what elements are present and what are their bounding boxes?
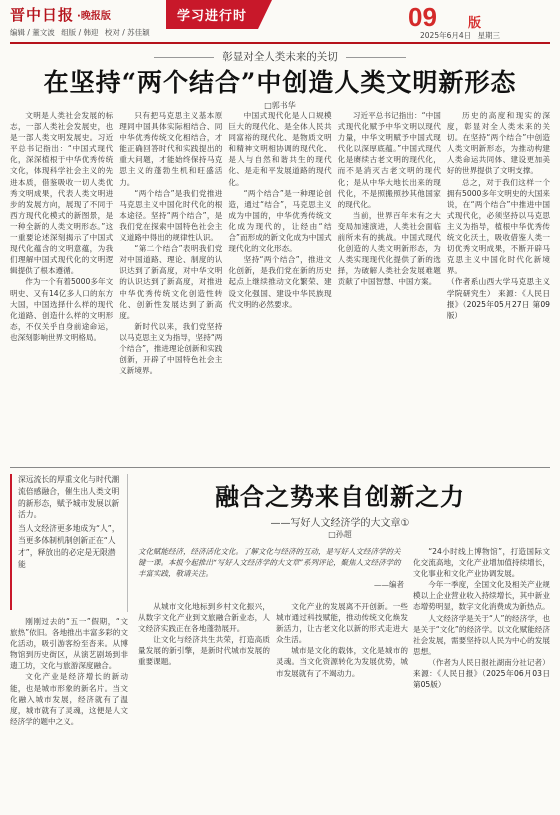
issue-date (420, 30, 504, 41)
paragraph: 文化产业的发展离不开创新。一些城市通过科技赋能，推动传统文化焕发新活力，让古老文化以新的形式走进大众生活。 (276, 602, 408, 645)
paragraph: 从城市文化地标到乡村文化振兴，从数字文化产业到文旅融合新业态，人文经济实践正在各地蓬勃展开。 (138, 602, 270, 634)
paragraph: 新时代以来，我们党坚持以马克思主义为指导，坚持“两个结合”，推进理论创新和实践创新，开辟了中国特色社会主义新境界。 (119, 321, 223, 376)
article1-byline: □郭书华 (264, 101, 296, 110)
pull-quote (10, 474, 128, 612)
paragraph: 历史的高度和现实的深度，彰显对全人类未来的关切。在坚持“两个结合”中创造人类文明新形态，为推动构建人类命运共同体、建设更加美好的世界提供了文明支撑。 (446, 111, 551, 176)
article-divider (10, 467, 550, 468)
editor-credit: 组版 / 韩迎 (61, 28, 99, 37)
paragraph: 总之，对于我们这样一个拥有5000多年文明史的大国来说，在“两个结合”中推进中国式现代化，必须坚持以马克思主义为指导，植根中华优秀传统文化沃土，吸收借鉴人类一切优秀文明成果，不断开辟马克思主义中国化时代化新境界。 (446, 177, 551, 276)
editor-credits (10, 27, 154, 38)
paragraph: 让文化与经济共生共荣，打造高质量发展的新引擎，是新时代城市发展的重要课题。 (138, 635, 270, 667)
brand-edition: ·晚报版 (77, 10, 111, 22)
article2-headline[interactable]: 融合之势来自创新之力 (215, 482, 465, 511)
header-divider (10, 42, 550, 44)
paragraph: 只有把马克思主义基本原理同中国具体实际相结合、同中华优秀传统文化相结合，才能正确回答时代和实践提出的重大问题，才能始终保持马克思主义的蓬勃生机和旺盛活力。 (119, 111, 223, 187)
paragraph: 今年一季度，全国文化及相关产业规模以上企业营业收入持续增长，其中新业态增势明显，数字文化消费成为新热点。 (413, 580, 550, 612)
brand-logo: 晋中日报 (10, 5, 75, 24)
editor-credit: 校对 / 苏佳颖 (104, 28, 150, 37)
masthead (0, 0, 560, 44)
article2-byline: □孙超 (328, 530, 352, 539)
date-text: 2025年6月4日 (420, 31, 472, 40)
article1-kicker: 彰显对全人类未来的关切 (0, 49, 560, 64)
paragraph: 当前，世界百年未有之大变局加速演进，人类社会面临前所未有的挑战。中国式现代化创造的人类文明新形态，为人类实现现代化提供了新的选择，为破解人类社会发展难题贡献了中国智慧、中国方案。 (337, 210, 441, 287)
page-label: 版 (468, 16, 482, 31)
editor-note-signature: ——编者 (374, 580, 404, 589)
article-column (119, 110, 222, 464)
newspaper-brand[interactable] (10, 3, 130, 25)
paragraph: 人文经济学是关于“人”的经济学，也是关于“文化”的经济学。以文化赋能经济社会发展，需要坚持以人民为中心的发展思想。 (413, 613, 550, 656)
paragraph: 文明是人类社会发展的标志，一部人类社会发展史，也是一部人类文明发展史。习近平总书记指出：“中国式现代化，深深植根于中华优秀传统文化，体现科学社会主义的先进本质，借鉴吸收一切人类优秀文明成果，代表人类文明进步的发展方向，展现了不同于西方现代化模式的新图景，是一种全新的人类文明形态。”这一重要论述深刻揭示了中国式现代化蕴含的文明意蕴，为我们理解中国式现代化的文明逻辑提供了根本遵循。 (10, 111, 114, 276)
article1-source: （作者系山西大学马克思主义学院研究生） 来源：《人民日报》（2025年05月27日 第09版） (446, 277, 551, 320)
paragraph: 习近平总书记指出：“中国式现代化赋予中华文明以现代力量，中华文明赋予中国式现代化以深厚底蕴。”中国式现代化是赓续古老文明的现代化，而不是消灭古老文明的现代化；是从中华大地长出来的现代化，不是照搬照抄其他国家的现代化。 (337, 111, 441, 209)
paragraph: 作为一个有着5000多年文明史、又有14亿多人口的东方大国，中国选择什么样的现代化道路、创造什么样的文明形态，不仅关乎自身前途命运，也深刻影响世界文明格局。 (10, 277, 114, 342)
quote-line: 当人文经济更多地成为“人”，当更多体制机制创新正在“人才”，释放出的必定是无限潜能 (18, 524, 120, 569)
article-column (228, 110, 331, 464)
article-column (138, 601, 270, 811)
article-column (10, 616, 128, 810)
article1-body (10, 110, 550, 464)
paragraph: 坚持“两个结合”，推进文化创新，是我们党在新的历史起点上继续推动文化繁荣、建设文化强国、建设中华民族现代文明的必然要求。 (228, 255, 332, 309)
article-column (447, 110, 550, 464)
quote-line: 深远流长的厚重文化与时代潮流倍感融合，催生出人类文明的新形态，赋予城市发展以新活力。 (18, 475, 120, 520)
page-number: 09 (408, 2, 437, 32)
paragraph: “两个结合”是我们党推进马克思主义中国化时代化的根本途径。坚持“两个结合”，是我们党在探索中国特色社会主义道路中得出的规律性认识。 (119, 188, 223, 243)
article2-subtitle: ——写好人文经济学的大文章① (270, 518, 410, 529)
paragraph: 城市是文化的载体，文化是城市的灵魂。当文化资源转化为发展优势，城市发展就有了不竭动力。 (276, 646, 408, 678)
weekday-text: 星期三 (477, 31, 501, 40)
pull-quote-text (18, 474, 121, 570)
paragraph: 刚刚过去的“五一”假期，“文旅热”依旧。各地推出丰富多彩的文化活动，吸引游客纷至沓来。从博物馆到历史街区，从演艺剧场到非遗工坊，文化与旅游深度融合。 (10, 617, 128, 671)
section-banner: 学习进行时 (166, 0, 258, 29)
paragraph: “24小时线上博物馆”，打造国际文化交流高地，文化产业增加值持续增长，文化事业和文化产业协调发展。 (413, 547, 550, 579)
paragraph: （作者为人民日报社湖南分社记者） (428, 657, 550, 667)
article-column (413, 546, 550, 811)
quote-bar (10, 474, 12, 610)
article1-headline[interactable]: 在坚持“两个结合”中创造人类文明新形态 (43, 68, 517, 97)
article2-body (138, 601, 408, 811)
article2-source: 来源：《人民日报》（2025年06月03日 第05版） (413, 669, 550, 690)
paragraph: “第二个结合”表明我们党对中国道路、理论、制度的认识达到了新高度，对中华文明的认识达到了新高度，对推进中华优秀传统文化创造性转化、创新性发展达到了新高度。 (119, 244, 223, 320)
paragraph: 中国式现代化是人口规模巨大的现代化、是全体人民共同富裕的现代化、是物质文明和精神文明相协调的现代化、是人与自然和谐共生的现代化、是走和平发展道路的现代化。 (228, 111, 332, 187)
editor-note-text: 文化赋能经济，经济活化文化。了解文化与经济的互动，是写好人文经济学的关键一课。本报今起推出“写好人文经济学的大文章”系列评论，聚焦人文经济学的丰富实践，敬请关注。 (138, 547, 401, 578)
article-column (10, 110, 113, 464)
paragraph: “两个结合”是一种理论创造，通过“结合”，马克思主义成为中国的，中华优秀传统文化成为现代的，让经由“结合”而形成的新文化成为中国式现代化的文化形态。 (228, 188, 332, 254)
article-column (276, 601, 408, 811)
paragraph: 文化产业是经济增长的新动能，也是城市形象的新名片。当文化融入城市发展，经济就有了温度，城市就有了灵魂，这便是人文经济学的题中之义。 (10, 672, 128, 726)
editor-note (138, 546, 404, 590)
editor-credit: 编辑 / 董文波 (10, 28, 55, 37)
article-column (338, 110, 441, 464)
